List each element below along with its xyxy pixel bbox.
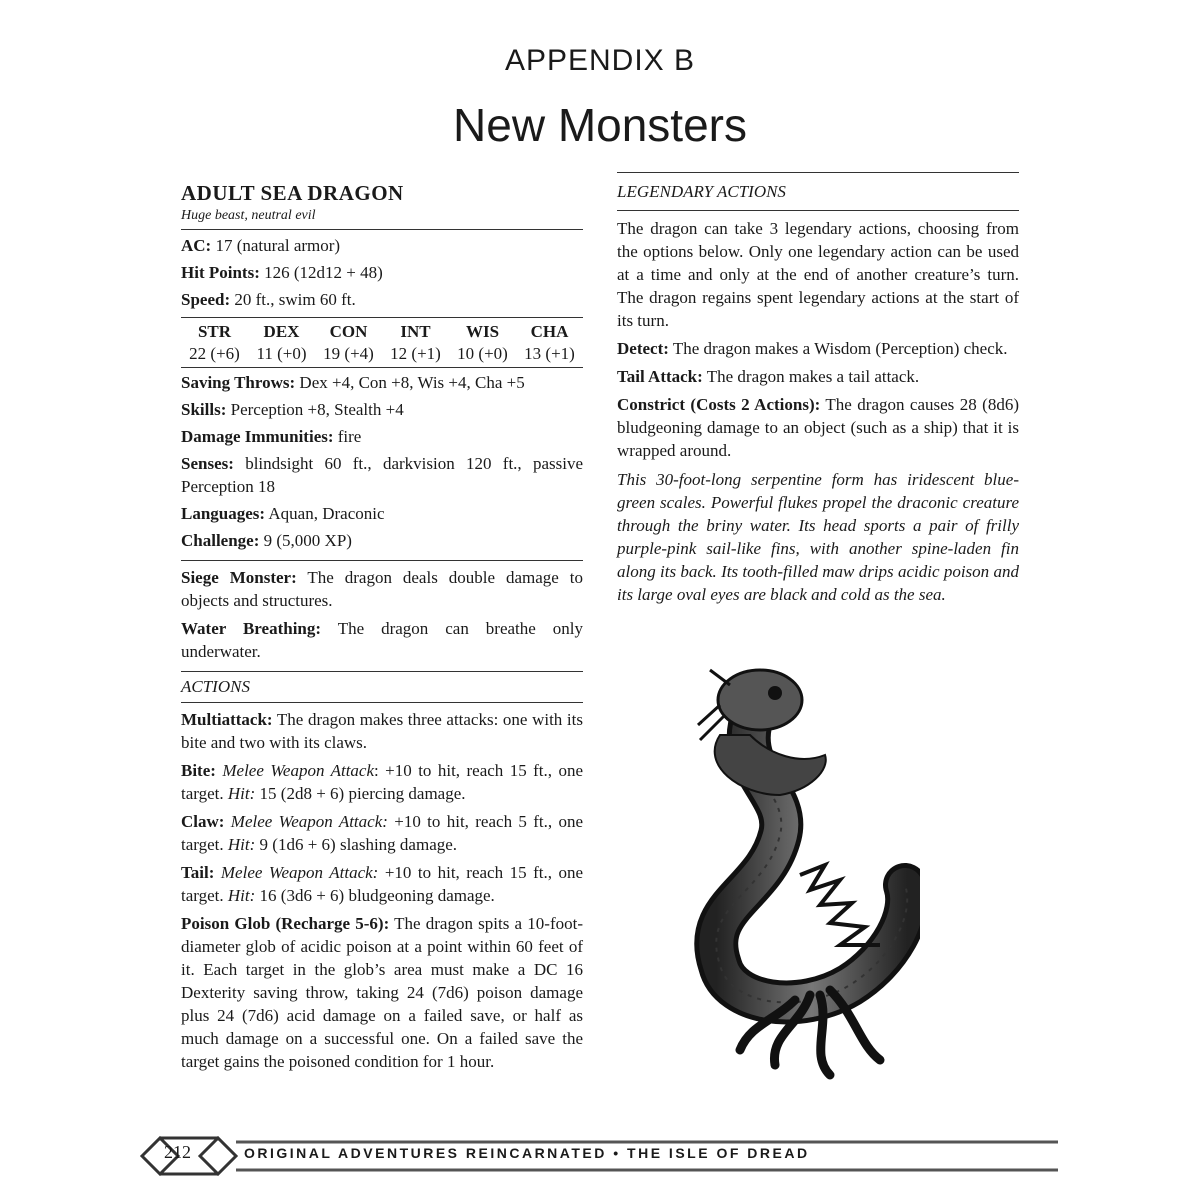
hit-points: Hit Points: 126 (12d12 + 48): [181, 263, 383, 282]
skills: Skills: Perception +8, Stealth +4: [181, 400, 404, 419]
challenge: Challenge: 9 (5,000 XP): [181, 531, 352, 550]
ability-int: INT 12 (+1): [390, 322, 441, 363]
page-footer: [140, 1136, 1060, 1176]
flavor-text: This 30-foot-long serpentine form has iridescent blue-green scales. Powerful flukes propel the draconic creature through the briny water. Its head sports a pair of frilly purple-pink sail-like fins, with another spine-laden fin along its back. Its tooth-filled maw drips acidic poison and its large oval eyes are black and cold as the sea.: [617, 470, 1019, 604]
divider: [181, 560, 583, 561]
damage-immunities: Damage Immunities: fire: [181, 427, 362, 446]
legendary-detect: Detect: The dragon makes a Wisdom (Perception) check.: [617, 339, 1008, 358]
ability-dex: DEX 11 (+0): [256, 322, 307, 363]
legendary-tail-attack: Tail Attack: The dragon makes a tail attack.: [617, 367, 920, 386]
legendary-actions-heading: LEGENDARY ACTIONS: [617, 182, 786, 201]
page-number: 212: [164, 1142, 191, 1162]
action-bite: Bite: Melee Weapon Attack: +10 to hit, reach 15 ft., one target. Hit: 15 (2d8 + 6) piercing damage.: [181, 761, 584, 803]
legendary-intro: The dragon can take 3 legendary actions, choosing from the options below. Only one legendary action can be used at a time and only at the end of another creature’s turn. The dragon regains spent legendary actions at the start of its turn.: [617, 219, 1019, 330]
speed: Speed: 20 ft., swim 60 ft.: [181, 290, 356, 309]
monster-type: Huge beast, neutral evil: [181, 208, 316, 223]
divider: [617, 210, 1019, 211]
appendix-label: APPENDIX B: [504, 44, 696, 77]
ability-cha: CHA 13 (+1): [524, 322, 575, 363]
stat-block: [181, 172, 583, 1073]
armor-class: AC: 17 (natural armor): [181, 236, 341, 255]
divider: [181, 702, 583, 703]
ability-con: CON 19 (+4): [323, 322, 374, 363]
page-title: New Monsters: [453, 99, 747, 151]
ability-scores: [181, 318, 583, 367]
ability-wis: WIS 10 (+0): [457, 322, 508, 363]
trait-siege-monster: Siege Monster: The dragon deals double damage to objects and structures.: [181, 568, 583, 610]
sea-dragon-illustration: [680, 665, 920, 1085]
trait-water-breathing: Water Breathing: The dragon can breathe only underwater.: [181, 619, 583, 661]
languages: Languages: Aquan, Draconic: [181, 504, 385, 523]
action-multiattack: Multiattack: The dragon makes three attacks: one with its bite and two with its claws.: [181, 710, 583, 752]
monster-name: ADULT SEA DRAGON: [181, 181, 404, 205]
actions-heading: ACTIONS: [181, 677, 250, 696]
legendary-block: [617, 172, 1019, 606]
action-claw: Claw: Melee Weapon Attack: +10 to hit, reach 5 ft., one target. Hit: 9 (1d6 + 6) slashing damage.: [181, 812, 584, 854]
action-poison-glob: Poison Glob (Recharge 5-6): The dragon spits a 10-foot-diameter glob of acidic poison at a point within 60 feet of it. Each target in the glob’s area must make a DC 16 Dexterity saving throw, taking 24 (7d6) poison damage plus 24 (7d6) acid damage on a failed save, or half as much damage on a successful one. On a failed save the target gains the poisoned condition for 1 hour.: [181, 914, 583, 1071]
action-tail: Tail: Melee Weapon Attack: +10 to hit, reach 15 ft., one target. Hit: 16 (3d6 + 6) bludgeoning damage.: [181, 863, 584, 905]
senses: Senses: blindsight 60 ft., darkvision 120 ft., passive Perception 18: [181, 454, 583, 496]
ability-str: STR 22 (+6): [189, 322, 240, 363]
running-footer: ORIGINAL ADVENTURES REINCARNATED • THE ISLE OF DREAD: [244, 1145, 810, 1161]
saving-throws: Saving Throws: Dex +4, Con +8, Wis +4, Cha +5: [181, 373, 525, 392]
legendary-constrict: Constrict (Costs 2 Actions): The dragon causes 28 (8d6) bludgeoning damage to an object (such as a ship) that it is wrapped around.: [617, 395, 1019, 460]
